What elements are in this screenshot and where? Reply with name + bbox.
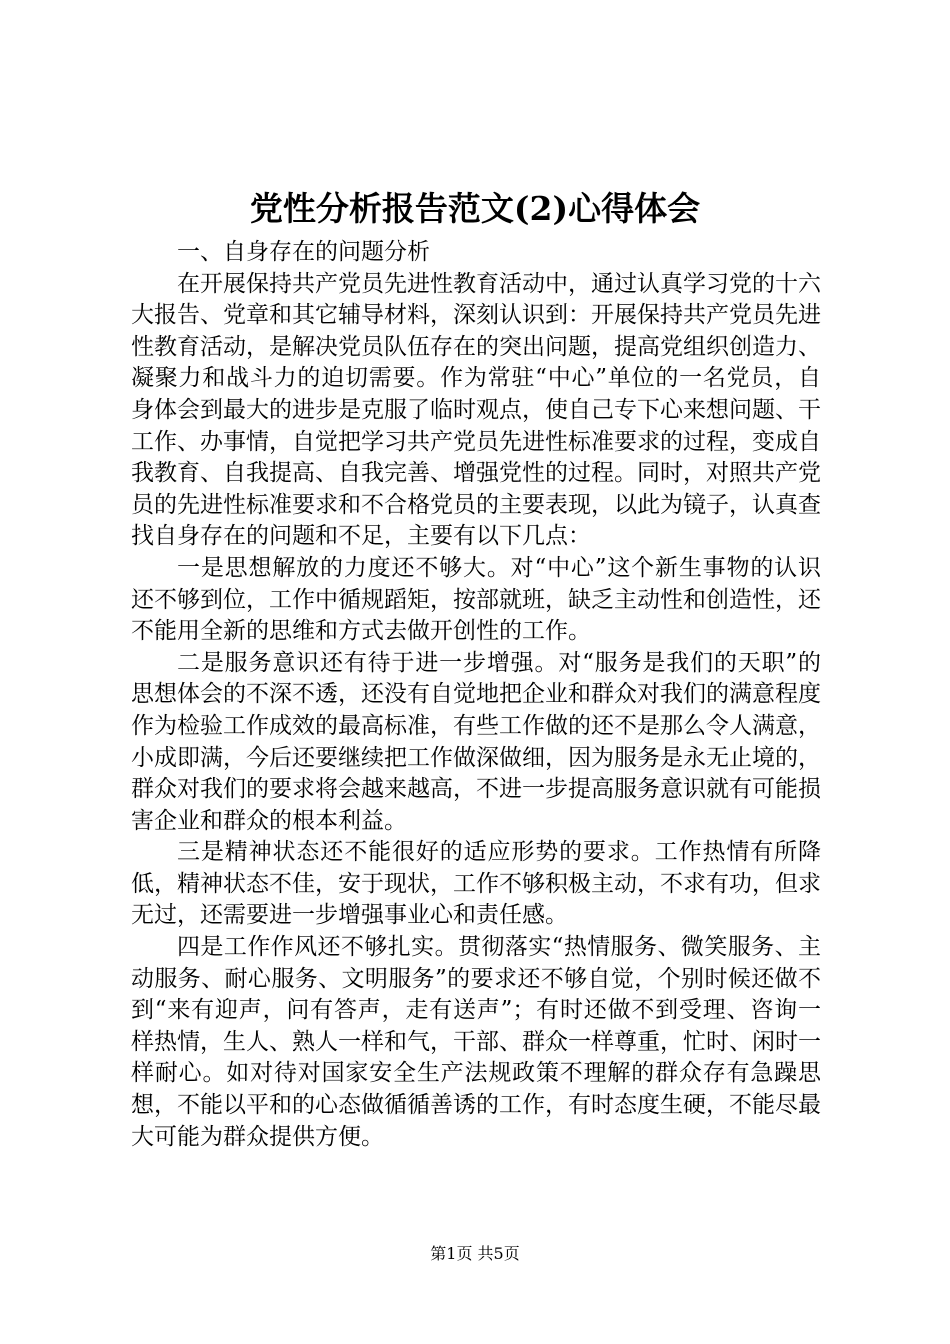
paragraph: 二是服务意识还有待于进一步增强。对“服务是我们的天职”的思想体会的不深不透，还没有自觉地把企业和群众对我们的满意程度作为检验工作成效的最高标准，有些工作做的还不是那么令人满意，小成即满，今后还要继续把工作做深做细，因为服务是永无止境的，群众对我们的要求将会越来越高，不进一步提高服务意识就有可能损害企业和群众的根本利益。: [131, 649, 821, 834]
document-title: 党性分析报告范文(2)心得体会: [249, 189, 701, 228]
paragraph: 一是思想解放的力度还不够大。对“中心”这个新生事物的认识还不够到位，工作中循规蹈矩，按部就班，缺乏主动性和创造性，还不能用全新的思维和方式去做开创性的工作。: [131, 554, 821, 645]
paragraph: 在开展保持共产党员先进性教育活动中，通过认真学习党的十六大报告、党章和其它辅导材料，深刻认识到：开展保持共产党员先进性教育活动，是解决党员队伍存在的突出问题，提高党组织创造力、凝聚力和战斗力的迫切需要。作为常驻“中心”单位的一名党员，自身体会到最大的进步是克服了临时观点，使自己专下心来想问题、干工作、办事情，自觉把学习共产党员先进性标准要求的过程，变成自我教育、自我提高、自我完善、增强党性的过程。同时，对照共产党员的先进性标准要求和不合格党员的主要表现，以此为镜子，认真查找自身存在的问题和不足，主要有以下几点：: [131, 270, 821, 550]
paragraph: 三是精神状态还不能很好的适应形势的要求。工作热情有所降低，精神状态不佳，安于现状，工作不够积极主动，不求有功，但求无过，还需要进一步增强事业心和责任感。: [131, 839, 821, 929]
section-heading: 一、自身存在的问题分析: [177, 239, 430, 265]
document-body: [131, 237, 821, 1153]
paragraph: 四是工作作风还不够扎实。贯彻落实“热情服务、微笑服务、主动服务、耐心服务、文明服务”的要求还不够自觉，个别时候还做不到“来有迎声，问有答声，走有送声”；有时还做不到受理、咨询一样热情，生人、熟人一样和气，干部、群众一样尊重，忙时、闲时一样耐心。如对待对国家安全生产法规政策不理解的群众存有急躁思想，不能以平和的心态做循循善诱的工作，有时态度生硬，不能尽最大可能为群众提供方便。: [131, 934, 821, 1150]
page-footer: 第1页 共5页: [430, 1244, 520, 1263]
